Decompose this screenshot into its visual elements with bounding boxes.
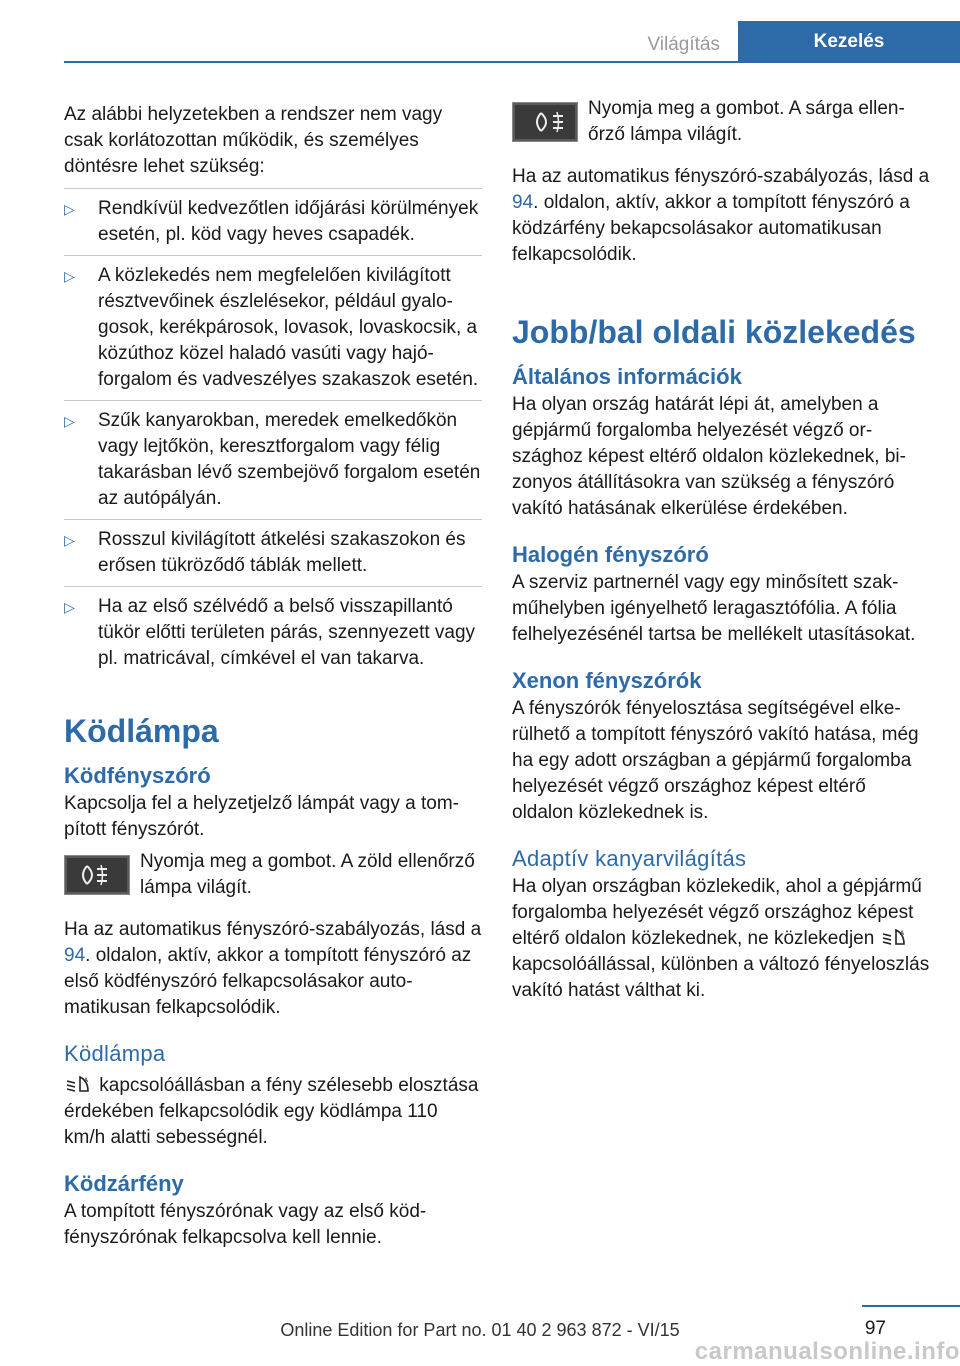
front-fog-text: Kapcsolja fel a helyzetjelző lámpát vagy a tompított fényszórót. (64, 793, 459, 840)
chapter-tab (738, 21, 960, 62)
general-text: Ha olyan ország határát lépi át, amelyben a gépjármű forgalomba helyezését végző országhoz képest eltérő oldalon közlekednek, bizonyos átállításokra van szükség a fényszóró vakító hatásának elkerülése érdekében. (512, 394, 906, 519)
rear-fog-auto-text: Ha az automatikus fényszóró-szabályozás, lásd a 94. oldalon, aktív, akkor a tompított fényszóró a ködzárfény bekapcsolásakor automatikusan felkapcsolódik. (512, 166, 930, 265)
svg-text:A: A (84, 1077, 89, 1084)
heading-fog-lamp: Ködlámpa (64, 1041, 166, 1066)
heading-adaptive-lighting: Adaptív kanyarvilágítás (512, 846, 747, 871)
rear-fog-button-text: Nyomja meg a gombot. A sárga ellenőrző lámpa világít. (588, 98, 905, 145)
halogen-text: A szerviz partnernél vagy egy minősített szakműhelyben igényelhető leragasztófólia. A fólia felhelyezésénél tartsa be mellékelt utasításokat. (512, 572, 916, 645)
edition-text: Online Edition for Part no. 01 40 2 963 872 - VI/15 (280, 1320, 680, 1340)
front-fog-button-row (64, 849, 482, 901)
page-number: 97 (864, 1318, 886, 1339)
front-fog-auto-text: Ha az automatikus fényszóró-szabályozás, lásd a 94. oldalon, aktív, akkor a tompított fényszóró az első ködfényszóró felkapcsolásakor automatikusan felkapcsolódik. (64, 919, 482, 1018)
situation-list (64, 188, 482, 679)
watermark: carmanualsonline.info (694, 1338, 960, 1365)
headlight-auto-icon (880, 926, 910, 948)
page-header (0, 0, 960, 62)
headlight-auto-icon (64, 1073, 94, 1095)
rear-fog-button-row (512, 96, 930, 148)
xenon-text: A fényszórók fényelosztása segítségével elkerülhető a tompított fényszóró vakító hatása, még ha egy adott országban a gépjármű forgalomba helyezését végző országhoz képest eltérő oldalon közlekednek is. (512, 698, 919, 823)
right-column (512, 98, 930, 1004)
list-item: ▷ Szűk kanyarokban, meredek emelkedőkön vagy lejtőkön, keresztforgalom vagy félig takarásban lévő szembejövő forgalom esetén az autópályán. (64, 400, 482, 519)
fog-lamp-text: A kapcsolóállásban a fény szélesebb elosztása érdekében felkapcsolódik egy ködlámpa 110 km/h alatti sebességnél. (64, 1075, 479, 1148)
rear-fog-text: A tompított fényszórónak vagy az első ködfényszórónak felkapcsolva kell lennie. (64, 1201, 427, 1248)
rear-fog-button-icon (512, 102, 578, 142)
heading-general-info: Általános információk (512, 364, 742, 389)
heading-xenon: Xenon fényszórók (512, 668, 702, 693)
footer-rule (862, 1305, 960, 1307)
page-link[interactable]: 94 (64, 945, 86, 966)
adaptive-text: Ha olyan országban közlekedik, ahol a gépjármű forgalomba helyezését végző országhoz képest eltérő oldalon közlekednek, ne közlekedjen A kapcsolóállással, különben a változó fényeloszlás vakító hatást válthat ki. (512, 876, 930, 1001)
svg-text:A: A (899, 930, 904, 937)
triangle-bullet-icon: ▷ (64, 599, 75, 615)
chapter-tab-label: Kezelés (813, 30, 885, 52)
heading-halogen: Halogén fényszóró (512, 542, 709, 567)
list-item: ▷ Rosszul kivilágított átkelési szakaszokon és erősen tükröződő táblák mellett. (64, 519, 482, 586)
page-link[interactable]: 94 (512, 192, 534, 213)
heading-left-right-traffic: Jobb/bal oldali közlekedés (512, 314, 916, 350)
front-fog-button-text: Nyomja meg a gombot. A zöld ellenőrző lámpa világít. (140, 851, 475, 898)
section-title: Világítás (647, 34, 720, 55)
list-item: ▷ Ha az első szélvédő a belső visszapillantó tükör előtti területen párás, szennyezett vagy pl. matricával, címkével el van takarva. (64, 586, 482, 679)
front-fog-button-icon (64, 855, 130, 895)
intro-paragraph: Az alábbi helyzetekben a rendszer nem vagy csak korlátozottan működik, és személyes döntésre lehet szükség: (64, 104, 443, 177)
triangle-bullet-icon: ▷ (64, 268, 75, 284)
heading-rear-fog: Ködzárfény (64, 1171, 184, 1196)
left-column (64, 102, 482, 1251)
triangle-bullet-icon: ▷ (64, 413, 75, 429)
list-item: ▷ A közlekedés nem megfelelően kivilágított résztvevőinek észlelésekor, például gyalogosok, kerékpárosok, lovasok, lovaskocsik, a közúthoz közel haladó vasúti vagy hajóforgalom és vadveszélyes szakaszok esetén. (64, 255, 482, 400)
heading-front-fog: Ködfényszóró (64, 763, 211, 788)
heading-fog-lamps: Ködlámpa (64, 713, 219, 749)
list-item: ▷ Rendkívül kedvezőtlen időjárási körülmények esetén, pl. köd vagy heves csapadék. (64, 188, 482, 255)
triangle-bullet-icon: ▷ (64, 201, 75, 217)
header-rule (64, 61, 960, 63)
triangle-bullet-icon: ▷ (64, 532, 75, 548)
